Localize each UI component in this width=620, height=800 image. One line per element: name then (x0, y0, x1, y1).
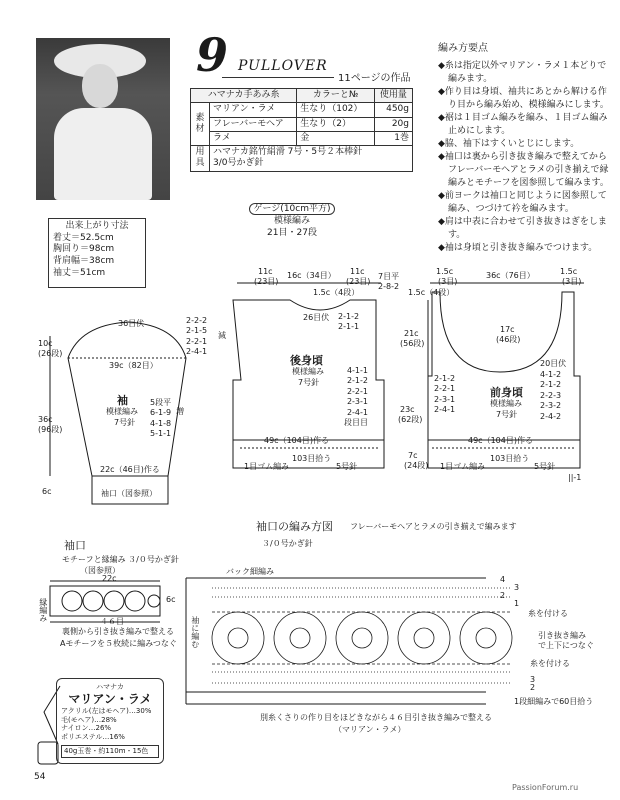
chart-yarn-attach: 糸を付ける (528, 609, 568, 618)
cuff-note-2: Aモチーフを５枚続に編みつなぐ (60, 639, 177, 648)
gauge-title: ゲージ(10cm平方) (249, 203, 334, 215)
size-line: 着丈＝52.5cm (53, 232, 114, 243)
front-rib-pickup: 103目拾う (490, 454, 530, 463)
front-needle: 7号針 (496, 410, 518, 419)
yarn-color: 生なり（2） (297, 117, 375, 131)
sleeve-cuff-height: 6c (42, 487, 52, 496)
instruction-item: ◆前ヨークは袖口と同じように図参照して編み、つづけて衿を編みます。 (438, 190, 607, 215)
page-number: 54 (34, 772, 46, 782)
chart-bottom-row-2: 2 (530, 683, 536, 692)
chart-bottom-row-3: 3 (530, 675, 536, 684)
sleeve-cap-decreases: 2-2-2 2-1-5 2-2-1 2-4-1 (186, 316, 208, 357)
back-pattern: 模様編み (292, 367, 324, 376)
front-yoke-height: 21c (404, 329, 419, 338)
chart-title: 袖口の編み方図 (256, 520, 333, 533)
watermark: PassionForum.ru (512, 783, 579, 792)
back-neck-width: 16c（34目） (287, 271, 336, 280)
sleeve-name: 袖 (117, 394, 128, 407)
yarn-color: 金 (297, 131, 375, 145)
yarn-name: フレーバーモヘア (210, 117, 297, 131)
gauge-line2: 21目・27段 (267, 228, 317, 239)
instruction-item: ◆袖口は裏から引き抜き編みで整えてからフレーバーモヘアとラメの引き揃えで縁編みとモチーフを図参照して編みます。 (438, 151, 609, 188)
sleeve-cap-dec-label: 減 (218, 331, 226, 340)
front-rib-height: 7c (408, 451, 418, 460)
sleeve-length-rows: (96段) (38, 425, 63, 434)
yarn-content: 毛(モヘア)…28% (61, 715, 117, 724)
tools-label: 用 具 (191, 146, 210, 172)
front-shoulder-left-rows: (3目) (438, 277, 458, 286)
back-rib-needle: 5号針 (336, 462, 358, 471)
front-width: 49c（104目)作る (468, 436, 533, 445)
front-neck-depth-rows: (46段) (496, 335, 521, 344)
front-shoulder-right: 1.5c (560, 267, 578, 276)
chart-side-label: 袖に編む (190, 616, 200, 648)
chart-back-label: バック細編み (226, 567, 274, 576)
back-rib-pickup: 103目拾う (292, 454, 332, 463)
col-color: カラーと№ (297, 89, 375, 103)
front-shoulder-right-rows: (3目) (562, 277, 582, 286)
chart-row-2: 2 (500, 591, 506, 600)
cuff-subtitle: モチーフと縁編み ３/０号かぎ針 (62, 555, 179, 564)
chart-row-3: 3 (514, 583, 520, 592)
cuff-ref: （図参照） (80, 566, 120, 575)
sleeve-cuff-label: 袖口（図参照） (101, 489, 157, 498)
instruction-item: ◆裾は１目ゴム編みを編み、１目ゴム編み止めにします。 (438, 112, 608, 136)
yarn-brand: マリアン・ラメ (68, 691, 152, 706)
page-reference: 11ページの作品 (338, 73, 411, 84)
back-height-rows: (62段) (398, 415, 423, 424)
sleeve-cap-rows: (26段) (38, 349, 63, 358)
cuff-title: 袖口 (64, 539, 86, 552)
front-pattern: 模様編み (490, 399, 522, 408)
chart-row-1: 1 (514, 599, 520, 608)
back-name: 後身頃 (290, 354, 323, 367)
pattern-number: 9 (196, 28, 229, 82)
size-title: 出来上がり寸法 (65, 221, 129, 231)
yarn-name: マリアン・ラメ (210, 103, 297, 117)
materials-label: 素 材 (191, 103, 210, 146)
instruction-item: ◆袖は身頃と引き抜き編みでつけます。 (438, 243, 598, 254)
yarn-amount: 450g (374, 103, 412, 117)
size-line: 胸回り＝98cm (53, 244, 115, 255)
chart-base-label: 1段細編みで60目拾う (514, 697, 594, 706)
back-width: 49c（104目)作る (264, 436, 329, 445)
chart-row-4: 4 (500, 575, 506, 584)
instruction-item: ◆作り目は身頃、袖共にあとから解ける作り目から編み始め、模様編みにします。 (438, 86, 609, 110)
chart-bottom-note: 別糸くさりの作り目をほどきながら４６目引き抜き編みで整える (260, 713, 492, 722)
instruction-item: ◆糸は指定以外マリアン・ラメ１本どりで編みます。 (438, 60, 607, 84)
yarn-brand-small: ハマナカ (96, 683, 124, 691)
front-yoke-rows: (56段) (400, 339, 425, 348)
back-neck-steps: 2-1-2 2-1-1 (338, 312, 360, 332)
back-needle: 7号針 (298, 378, 320, 387)
yarn-content: アクリル(左はモヘア)…30% (61, 706, 152, 715)
back-neck-bind: 26目伏 (303, 313, 330, 322)
back-shoulder-left: 11c (258, 267, 273, 276)
yarn-content: ポリエステル…16% (61, 733, 125, 741)
col-amount: 使用量 (374, 89, 412, 103)
sleeve-mid-width: 39c（82目） (109, 361, 158, 370)
front-neck-small: 1.5c（4段） (408, 288, 455, 297)
back-neck-dec: 2-8-2 (378, 282, 400, 291)
yarn-name: ラメ (210, 131, 297, 145)
instruction-item: ◆肩は中表に合わせて引き抜きはぎをします。 (438, 217, 607, 241)
front-neck-depth: 17c (500, 325, 515, 334)
chart-join-1: 引き抜き編み (538, 631, 586, 640)
back-neck-rows: 7目平 (378, 272, 400, 281)
yarn-label-illustration (56, 678, 164, 764)
front-name: 前身頃 (490, 386, 523, 399)
cuff-count: ４６目 (100, 617, 124, 626)
instructions-title: 編み方要点 (438, 43, 488, 54)
cuff-strip (50, 586, 160, 616)
front-rib-mark: ||-1 (568, 473, 582, 482)
cuff-depth: 6c (166, 595, 176, 604)
sleeve-top-width: 36目伏 (118, 319, 145, 328)
yarn-color: 生なり（102） (297, 103, 375, 117)
front-neck-width: 36c（76目） (486, 271, 535, 280)
front-rib-label: 1目ゴム編み (440, 462, 486, 471)
pattern-title: PULLOVER (238, 58, 328, 74)
front-rib-needle: 5号針 (534, 462, 556, 471)
chart-yarn-attach-2: 糸を付ける (530, 659, 570, 668)
gauge-line1: 模様編み (273, 216, 310, 227)
back-height: 23c (400, 405, 415, 414)
yarn-amount: 1巻 (374, 131, 412, 145)
chart-join-2: で上下につなぐ (538, 641, 594, 650)
col-yarn: ハマナカ手あみ糸 (191, 89, 297, 103)
sleeve-needle: 7号針 (114, 418, 136, 427)
back-neck-small: 1.5c（4段） (313, 288, 360, 297)
sleeve-side-increases: 5段平 6-1-9 4-1-8 5-1-1 (150, 398, 172, 439)
sleeve-bottom: 22c（46目)作る (100, 465, 160, 474)
chart-hook: ３/０号かぎ針 (262, 539, 313, 548)
cuff-edge-label: 縁編み (38, 598, 48, 622)
back-rib-label: 1目ゴム編み (244, 462, 290, 471)
back-armhole-decs: 4-1-1 2-1-2 2-2-1 2-3-1 2-4-1 段目目 (344, 366, 368, 427)
size-line: 袖丈＝51cm (53, 267, 106, 278)
front-neck-steps: 4-1-2 2-1-2 2-2-3 2-3-2 2-4-2 (540, 370, 562, 421)
front-shoulder-left: 1.5c (436, 267, 454, 276)
sleeve-length: 36c (38, 415, 53, 424)
back-shoulder-left-rows: (23目) (254, 277, 279, 286)
front-neck-bind: 20目伏 (540, 359, 567, 368)
chart-subtitle: フレーバーモヘアとラメの引き揃えで編みます (350, 522, 517, 531)
chart-bottom-yarn: （マリアン・ラメ） (334, 725, 406, 734)
sleeve-side-inc-label: 増 (176, 407, 184, 416)
back-shoulder-right-rows: (23目) (346, 277, 371, 286)
yarn-amount: 20g (374, 117, 412, 131)
cuff-width: 22c (102, 574, 117, 583)
yarn-footer: 40g玉巻・約110m・15色 (61, 745, 159, 758)
sleeve-cap-height: 10c (38, 339, 53, 348)
tools-value: ハマナカ銘竹絹滑 7号・5号２本棒針 3/0号かぎ針 (210, 146, 413, 172)
yarn-content: ナイロン…26% (61, 724, 112, 733)
instruction-item: ◆脇、袖下はすくいとじにします。 (438, 138, 580, 149)
sleeve-pattern: 模様編み (106, 407, 138, 416)
back-shoulder-right: 11c (350, 267, 365, 276)
front-armhole-decs: 2-1-2 2-2-1 2-3-1 2-4-1 (434, 374, 456, 415)
cuff-note-1: 裏側から引き抜き編みで整える (62, 627, 174, 636)
front-rib-height-rows: (24段) (404, 461, 429, 470)
size-line: 背肩幅＝38cm (53, 256, 115, 267)
